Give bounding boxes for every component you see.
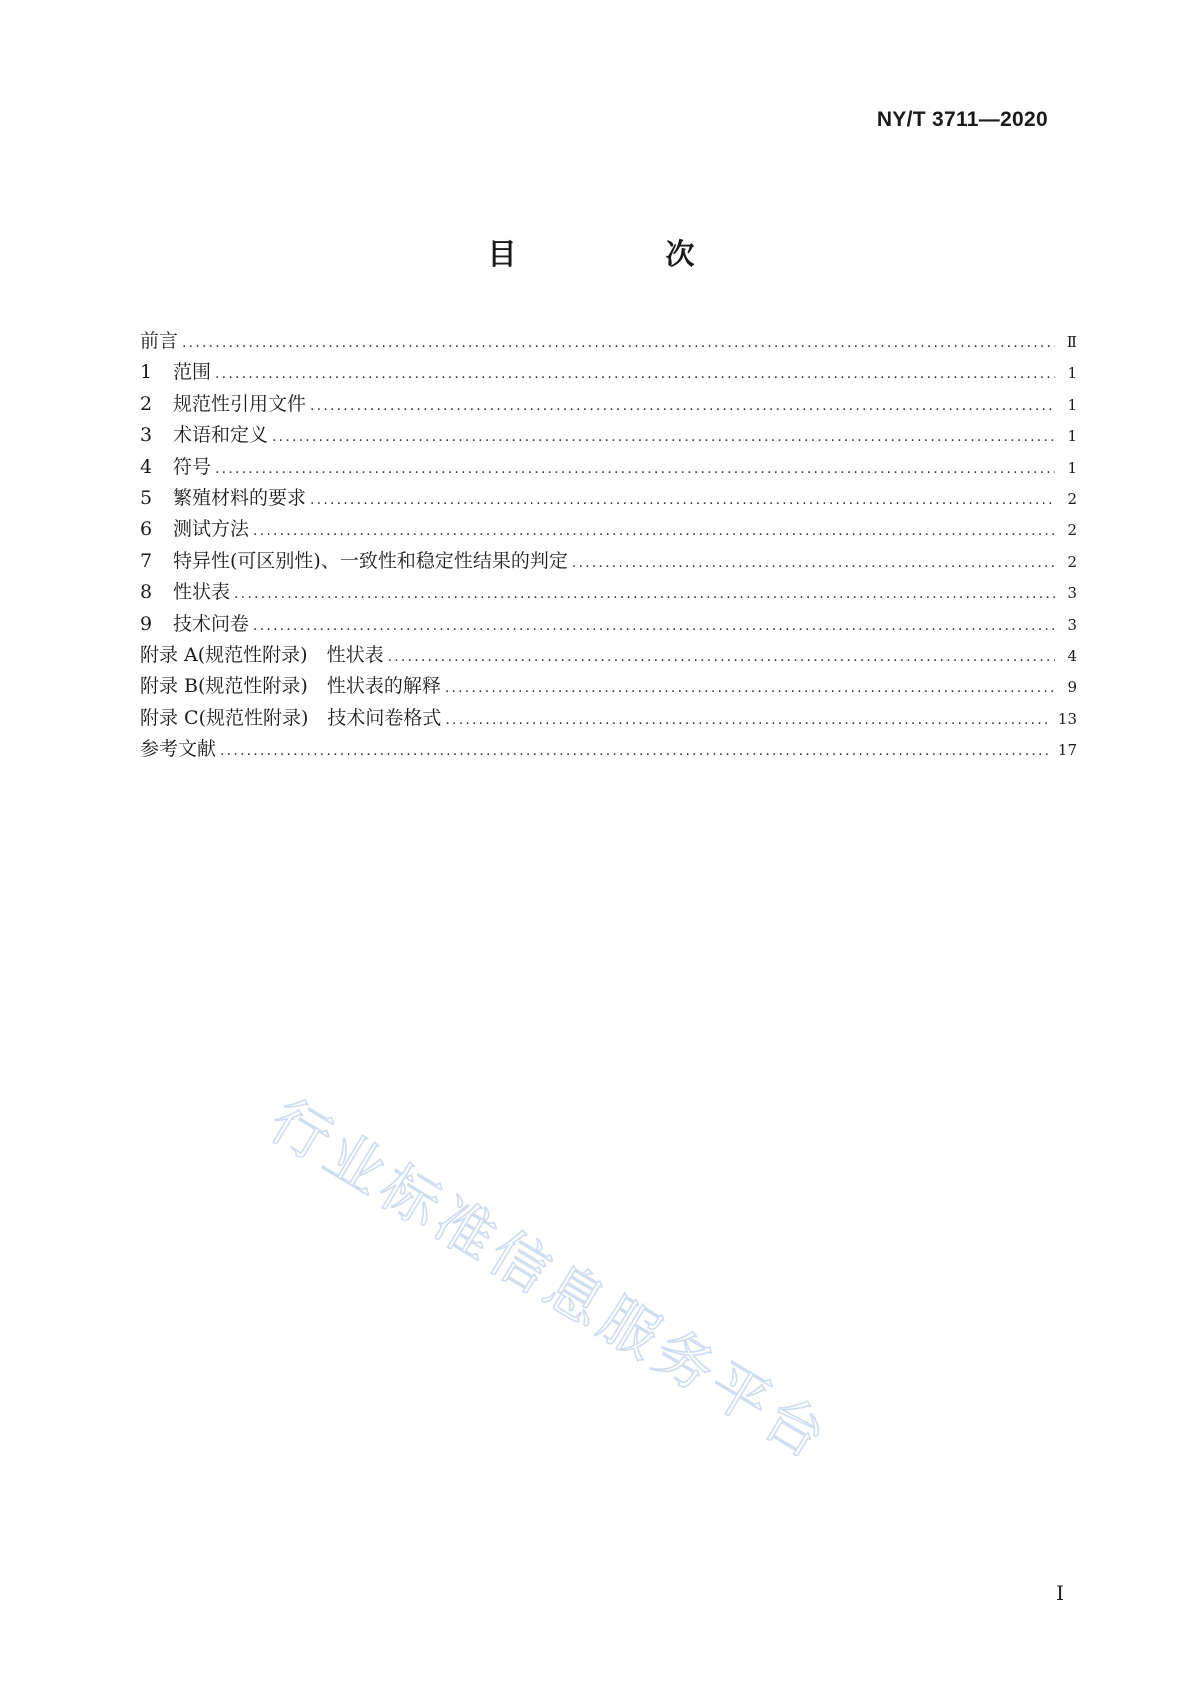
toc-entry-number: 7 <box>140 549 153 572</box>
watermark: 行业标准信息服务平台 <box>258 1086 842 1475</box>
toc-leader-dots <box>220 743 1050 759</box>
toc-leader-dots <box>445 680 1055 696</box>
toc-entry-page: 1 <box>1067 427 1077 446</box>
toc-leader-dots <box>253 523 1055 539</box>
toc-entry-number: 1 <box>140 361 153 384</box>
toc-leader-dots <box>182 335 1055 351</box>
toc-entry-page: 1 <box>1067 364 1077 383</box>
toc-entry-number: 6 <box>140 518 153 541</box>
toc-entry-number: 9 <box>140 612 153 635</box>
toc-entry-label: 性状表 <box>173 581 231 604</box>
toc-entry-symbols[interactable] <box>140 452 1077 483</box>
toc-entry-page: 13 <box>1057 709 1077 728</box>
toc-entry-page: 2 <box>1067 521 1077 540</box>
toc-entry-annex-a[interactable] <box>140 640 1077 671</box>
toc-entry-page: 1 <box>1067 395 1077 414</box>
toc-leader-dots <box>388 649 1055 665</box>
toc-title: 目 次 <box>487 237 755 271</box>
toc-entry-label: 符号 <box>173 455 212 478</box>
toc-leader-dots <box>215 461 1055 477</box>
toc-entry-propagating-material[interactable] <box>140 483 1077 514</box>
toc-entry-annex-c[interactable] <box>140 703 1077 734</box>
toc-entry-label: 规范性引用文件 <box>173 392 307 415</box>
toc-entry-label: 特异性(可区别性)、一致性和稳定性结果的判定 <box>173 549 568 572</box>
toc-entry-normative-references[interactable] <box>140 389 1077 420</box>
page-number: Ⅰ <box>1056 1581 1064 1605</box>
toc-entry-number: 4 <box>140 455 153 478</box>
toc-entry-label: 术语和定义 <box>173 424 269 447</box>
toc-entry-number: 5 <box>140 486 153 509</box>
toc-entry-page: 17 <box>1057 741 1077 760</box>
toc-entry-page: 3 <box>1067 615 1077 634</box>
toc-entry-label: 附录 C(规范性附录) 技术问卷格式 <box>140 706 442 729</box>
toc-entry-scope[interactable] <box>140 357 1077 388</box>
toc-leader-dots <box>310 492 1055 508</box>
toc-leader-dots <box>215 366 1055 382</box>
toc-entry-test-methods[interactable] <box>140 514 1077 545</box>
toc-entry-characteristics-table[interactable] <box>140 577 1077 608</box>
toc-leader-dots <box>272 429 1055 445</box>
toc-leader-dots <box>310 398 1055 414</box>
toc-entry-label: 附录 B(规范性附录) 性状表的解释 <box>140 675 441 698</box>
toc-leader-dots <box>234 586 1055 602</box>
toc-entry-page: 9 <box>1067 678 1077 697</box>
toc-entry-label: 繁殖材料的要求 <box>173 486 307 509</box>
toc-entry-label: 测试方法 <box>173 518 250 541</box>
toc-entry-page: Ⅱ <box>1066 333 1077 351</box>
toc-leader-dots <box>253 618 1055 634</box>
toc-entry-dus-assessment[interactable] <box>140 546 1077 577</box>
toc-entry-number: 3 <box>140 424 153 447</box>
table-of-contents <box>140 326 1077 765</box>
toc-entry-number: 8 <box>140 581 153 604</box>
toc-entry-technical-questionnaire[interactable] <box>140 609 1077 640</box>
toc-entry-page: 2 <box>1067 489 1077 508</box>
toc-entry-label: 技术问卷 <box>173 612 250 635</box>
toc-entry-bibliography[interactable] <box>140 734 1077 765</box>
toc-leader-dots <box>572 555 1055 571</box>
toc-entry-label: 参考文献 <box>140 738 217 761</box>
toc-entry-label: 前言 <box>140 330 179 352</box>
toc-entry-annex-b[interactable] <box>140 671 1077 702</box>
toc-entry-label: 范围 <box>173 361 212 384</box>
toc-entry-page: 1 <box>1067 458 1077 477</box>
toc-entry-label: 附录 A(规范性附录) 性状表 <box>140 643 384 666</box>
toc-entry-page: 2 <box>1067 552 1077 571</box>
document-code: NY/T 3711—2020 <box>876 108 1048 131</box>
toc-entry-page: 3 <box>1067 584 1077 603</box>
toc-leader-dots <box>445 712 1050 728</box>
toc-entry-number: 2 <box>140 392 153 415</box>
toc-entry-terms-definitions[interactable] <box>140 420 1077 451</box>
toc-entry-page: 4 <box>1067 646 1077 665</box>
toc-entry-foreword[interactable] <box>140 326 1077 357</box>
